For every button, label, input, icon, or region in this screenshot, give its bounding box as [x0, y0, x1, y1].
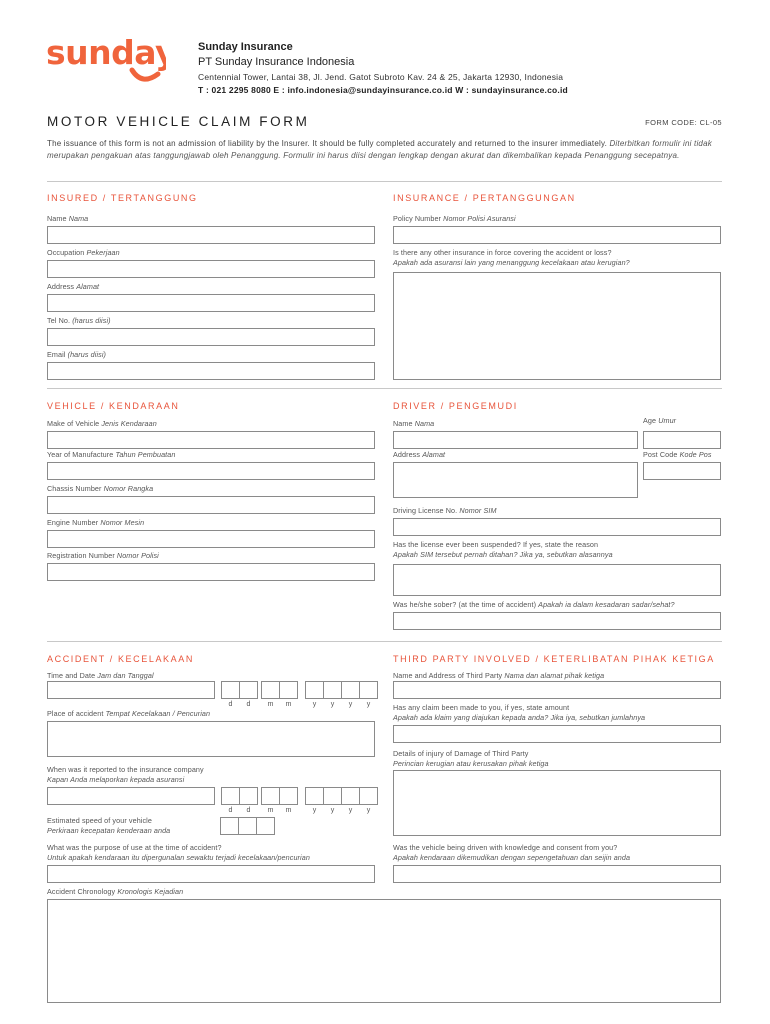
- accident-date-d1-caption: d: [228, 701, 233, 708]
- chassis-number-input[interactable]: [47, 496, 375, 514]
- accident-time-label: Time and Date Jam dan Tanggal: [47, 671, 154, 680]
- accident-date-d2-cell[interactable]: [239, 681, 258, 699]
- accident-date-m2-cell[interactable]: [279, 681, 298, 699]
- driver-address-input[interactable]: [393, 462, 638, 498]
- claim-made-input[interactable]: [393, 725, 721, 743]
- reported-date-y2-cell[interactable]: [323, 787, 342, 805]
- speed-digit-1[interactable]: [220, 817, 239, 835]
- insured-tel-label: Tel No. (harus diisi): [47, 316, 111, 325]
- driver-age-label: Age Umur: [643, 416, 677, 425]
- legal-entity: PT Sunday Insurance Indonesia: [198, 56, 355, 68]
- registration-number-label: Registration Number Nomor Polisi: [47, 551, 159, 560]
- vehicle-make-input[interactable]: [47, 431, 375, 449]
- section-driver-heading: DRIVER / PENGEMUDI: [393, 401, 518, 411]
- sunday-logo: [46, 34, 166, 90]
- accident-place-label: Place of accident Tempat Kecelakaan / Pencurian: [47, 709, 211, 718]
- reported-date-m2-caption: m: [285, 807, 292, 814]
- vehicle-year-input[interactable]: [47, 462, 375, 480]
- accident-date-m1-caption: m: [267, 701, 274, 708]
- vehicle-make-label: Make of Vehicle Jenis Kendaraan: [47, 419, 157, 428]
- reported-date-y2-caption: y: [330, 807, 335, 814]
- driver-name-label: Name Nama: [393, 419, 435, 428]
- company-contact: T : 021 2295 8080 E : info.indonesia@sundayinsurance.co.id W : sundayinsurance.co.id: [198, 85, 568, 95]
- accident-date-d1-cell[interactable]: [221, 681, 240, 699]
- reported-time-input[interactable]: [47, 787, 215, 805]
- reported-date-m1-caption: m: [267, 807, 274, 814]
- reported-date-y3-cell[interactable]: [341, 787, 360, 805]
- intro-text: [47, 138, 723, 161]
- driver-sober-label: Was he/she sober? (at the time of accident) Apakah ia dalam kesadaran sadar/sehat?: [393, 600, 675, 609]
- accident-date-y4-caption: y: [366, 701, 371, 708]
- logo-wordmark: sunday: [46, 34, 166, 72]
- accident-date-y2-caption: y: [330, 701, 335, 708]
- registration-number-input[interactable]: [47, 563, 375, 581]
- insured-email-label: Email (harus diisi): [47, 350, 107, 359]
- reported-date-y4-cell[interactable]: [359, 787, 378, 805]
- section-vehicle-heading: VEHICLE / KENDARAAN: [47, 401, 180, 411]
- accident-date-y1-cell[interactable]: [305, 681, 324, 699]
- accident-date-y3-cell[interactable]: [341, 681, 360, 699]
- chronology-textarea[interactable]: [47, 899, 721, 1003]
- driver-postcode-input[interactable]: [643, 462, 721, 480]
- reported-date-d2-caption: d: [246, 807, 251, 814]
- insured-name-label: Name Nama: [47, 214, 89, 223]
- third-party-name-label: Name and Address of Third Party Nama dan alamat pihak ketiga: [393, 671, 605, 680]
- purpose-input[interactable]: [47, 865, 375, 883]
- reported-date-d2-cell[interactable]: [239, 787, 258, 805]
- section-insured-heading: INSURED / TERTANGGUNG: [47, 193, 198, 203]
- intro-id: Diterbitkan formulir ini tidak merupakan pengakuan atas tanggungjawab oleh Penanggung. Formulir ini harus diisi dengan lengkap dengan akurat dan dikembalikan kepada Penanggung secepatnya.: [47, 139, 712, 160]
- engine-number-input[interactable]: [47, 530, 375, 548]
- other-insurance-textarea[interactable]: [393, 272, 721, 380]
- form-code: FORM CODE: CL-05: [645, 118, 722, 127]
- license-suspended-label: Has the license ever been suspended? If yes, state the reason Apakah SIM tersebut pernah ditahan? Jika ya, sebutkan alasannya: [393, 540, 613, 559]
- divider: [47, 388, 722, 389]
- company-name: Sunday Insurance: [198, 41, 293, 53]
- insured-tel-input[interactable]: [47, 328, 375, 346]
- divider: [47, 641, 722, 642]
- accident-date-m2-caption: m: [285, 701, 292, 708]
- reported-date-y1-caption: y: [312, 807, 317, 814]
- reported-date-y3-caption: y: [348, 807, 353, 814]
- engine-number-label: Engine Number Nomor Mesin: [47, 518, 145, 527]
- insured-occupation-label: Occupation Pekerjaan: [47, 248, 120, 257]
- driver-age-input[interactable]: [643, 431, 721, 449]
- reported-date-d1-cell[interactable]: [221, 787, 240, 805]
- chronology-label: Accident Chronology Kronologis Kejadian: [47, 887, 184, 896]
- accident-date-y4-cell[interactable]: [359, 681, 378, 699]
- reported-date-label: When was it reported to the insurance company Kapan Anda melaporkan kepada asuransi: [47, 765, 204, 784]
- driver-name-input[interactable]: [393, 431, 638, 449]
- reported-date-m1-cell[interactable]: [261, 787, 280, 805]
- consent-label: Was the vehicle being driven with knowledge and consent from you? Apakah kendaraan dikemudikan dengan sepengetahuan dan seijin anda: [393, 843, 631, 862]
- policy-number-label: Policy Number Nomor Polisi Asuransi: [393, 214, 516, 223]
- chassis-number-label: Chassis Number Nomor Rangka: [47, 484, 154, 493]
- claim-made-label: Has any claim been made to you, if yes, state amount Apakah ada klaim yang diajukan kepada anda? Jika iya, sebutkan jumlahnya: [393, 703, 646, 722]
- consent-input[interactable]: [393, 865, 721, 883]
- section-accident-heading: ACCIDENT / KECELAKAAN: [47, 654, 194, 664]
- divider: [47, 181, 722, 182]
- vehicle-year-label: Year of Manufacture Tahun Pembuatan: [47, 450, 176, 459]
- purpose-label: What was the purpose of use at the time of accident? Untuk apakah kendaraan itu dipergunalan sewaktu terjadi kecelakaan/pencurian: [47, 843, 310, 862]
- speed-digit-3[interactable]: [256, 817, 275, 835]
- driver-postcode-label: Post Code Kode Pos: [643, 450, 712, 459]
- insured-occupation-input[interactable]: [47, 260, 375, 278]
- third-party-injury-label: Details of injury of Damage of Third Party Perincian kerugian atau kerusakan pihak ketiga: [393, 749, 549, 768]
- license-number-input[interactable]: [393, 518, 721, 536]
- reported-date-y1-cell[interactable]: [305, 787, 324, 805]
- speed-label: Estimated speed of your vehicle Perkiraan kecepatan kenderaan anda: [47, 816, 171, 835]
- driver-sober-input[interactable]: [393, 612, 721, 630]
- company-address: Centennial Tower, Lantai 38, Jl. Jend. Gatot Subroto Kav. 24 & 25, Jakarta 12930, Indonesia: [198, 72, 564, 82]
- insured-address-label: Address Alamat: [47, 282, 100, 291]
- accident-date-d2-caption: d: [246, 701, 251, 708]
- accident-place-input[interactable]: [47, 721, 375, 757]
- section-third-party-heading: THIRD PARTY INVOLVED / KETERLIBATAN PIHAK KETIGA: [393, 654, 715, 664]
- speed-digit-2[interactable]: [238, 817, 257, 835]
- accident-time-input[interactable]: [47, 681, 215, 699]
- license-suspended-input[interactable]: [393, 564, 721, 596]
- accident-date-m1-cell[interactable]: [261, 681, 280, 699]
- driver-address-label: Address Alamat: [393, 450, 446, 459]
- accident-date-y1-caption: y: [312, 701, 317, 708]
- accident-date-y3-caption: y: [348, 701, 353, 708]
- accident-date-y2-cell[interactable]: [323, 681, 342, 699]
- reported-date-d1-caption: d: [228, 807, 233, 814]
- reported-date-y4-caption: y: [366, 807, 371, 814]
- intro-en: The issuance of this form is not an admission of liability by the Insurer. It should be fully completed accurately and returned to the insurer immediately.: [47, 139, 608, 148]
- insured-name-input[interactable]: [47, 226, 375, 244]
- reported-date-m2-cell[interactable]: [279, 787, 298, 805]
- third-party-injury-textarea[interactable]: [393, 770, 721, 836]
- form-title: MOTOR VEHICLE CLAIM FORM: [47, 114, 310, 129]
- license-number-label: Driving License No. Nomor SIM: [393, 506, 497, 515]
- third-party-name-input[interactable]: [393, 681, 721, 699]
- other-insurance-label: Is there any other insurance in force covering the accident or loss? Apakah ada asuransi lain yang menanggung kecelakaan atau kerugian?: [393, 248, 630, 267]
- insured-email-input[interactable]: [47, 362, 375, 380]
- insured-address-input[interactable]: [47, 294, 375, 312]
- policy-number-input[interactable]: [393, 226, 721, 244]
- section-insurance-heading: INSURANCE / PERTANGGUNGAN: [393, 193, 576, 203]
- logo-mark: [46, 34, 166, 90]
